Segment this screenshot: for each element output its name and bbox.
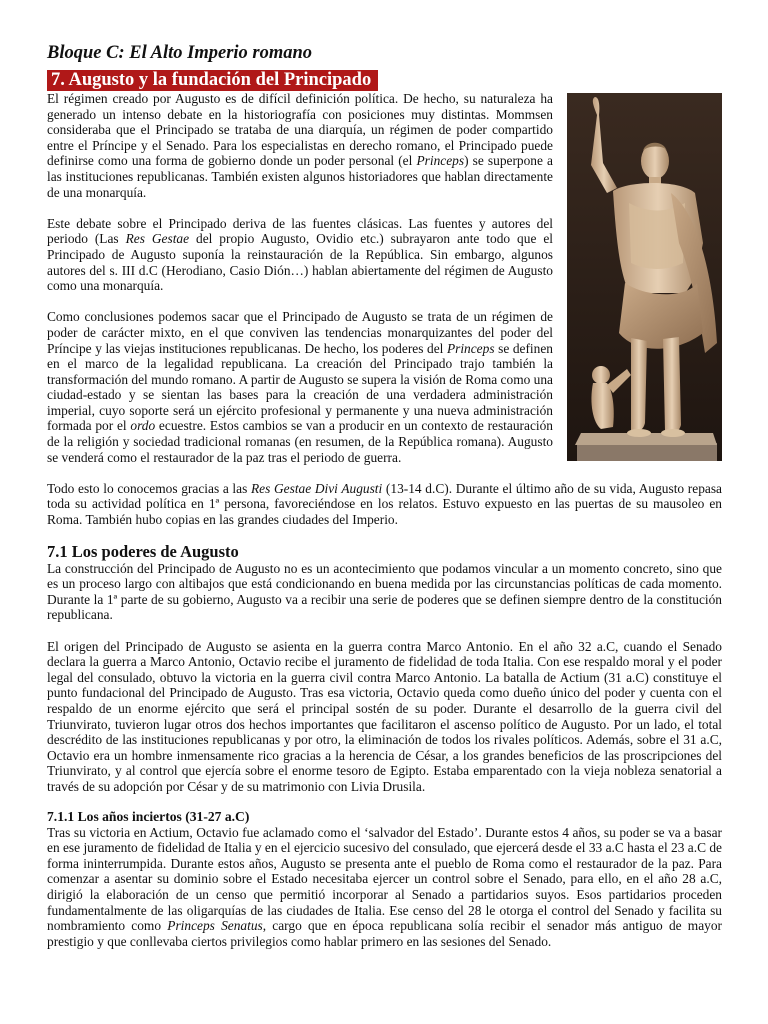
section-7-1-paragraph-2: El origen del Principado de Augusto se asienta en la guerra contra Marco Antonio. En el año 32 a.C, cuando el Senado declara la guerra a Marco Antonio, Octavio recibe el juramento de fidelidad de toda Italia. Con ese respaldo moral y el poder legal del consulado, obtuvo la victoria en la guerra civil contra Marco Antonio. La batalla de Actium (31 a.C) constituye el punto fundacional del Principado de Augusto. Tras esa victoria, Octavio queda como dueño único del poder y cuenta con el respaldo de un enorme ejército que será el principal sostén de su poder. Durante el desarrollo de la guerra civil del Triunvirato, tuvieron lugar otros dos hechos importantes que facilitaron el ascenso político de Augusto. Por un lado, el total descrédito de las instituciones republicanas y por otro, la eliminación de todos los rivales políticos. Además, sobre el 31 a.C, Octavio era un hombre inmensamente rico gracias a la herencia de César, a los grandes beneficios de las proscripciones del Triunvirato, y al control que ejercía sobre el enorme tesoro de Egipto. Estaba emparentado con la vieja nobleza senatorial a través de su adopción por César y de su matrimonio con Livia Drusila. <box>47 638 722 794</box>
section-7-1-paragraph-1: La construcción del Principado de Augusto no es un acontecimiento que podamos vincular a un momento concreto, sino que es un proceso largo con altibajos que está condicionando en buena medida por las circunstancias políticas de cada momento. Durante la 1ª parte de su gobierno, Augusto va a recibir una serie de poderes que se definen siempre dentro de la constitución republicana. <box>47 560 722 623</box>
intro-paragraph-4: Todo esto lo conocemos gracias a las Res Gestae Divi Augusti (13-14 d.C). Durante el último año de su vida, Augusto repasa toda su actividad política en 1ª persona, favoreciéndose en los relatos. Estuvo expuesto en las puertas de su mausoleo en Roma. También hubo copias en las grandes ciudades del Imperio. <box>47 480 722 528</box>
section-7-1-1-paragraph-1: Tras su victoria en Actium, Octavio fue aclamado como el ‘salvador del Estado’. Durante estos 4 años, su poder se va a basar en ese juramento de fidelidad de Italia y en el ejercicio sucesivo del consulado, que ejercerá desde el 33 a.C hasta el 23 a.C de forma ininterrumpida. Durante estos años, Augusto se presenta ante el pueblo de Roma como el restaurador de la paz. Para comenzar a asentar su dominio sobre el Estado necesitaba ejercer un control sobre el Senado, para ello, en el año 28 a.C, dirigió la elaboración de un censo que permitió incorporar al Senado a partidarios suyos. Esos partidarios proceden fundamentalmente de las oligarquías de las ciudades de Italia. Ese censo del 28 le otorga el control del Senado y facilita su nombramiento como Princeps Senatus, cargo que en época republicana solía recibir el senador más antiguo de mayor prestigio y que conllevaba ciertos privilegios como hablar primero en las sesiones del Senado. <box>47 824 722 949</box>
section-7-1-1-heading: 7.1.1 Los años inciertos (31-27 a.C) <box>47 808 250 824</box>
intro-paragraph-1: El régimen creado por Augusto es de difícil definición política. De hecho, su naturaleza ha generado un intenso debate en la historiografía con posiciones muy distintas. Mommsen consideraba que el Principado se trataba de una diarquía, un régimen de poder compartido entre el Príncipe y el Senado. Para los especialistas en derecho romano, el Principado puede definirse como una forma de gobierno donde un poder personal (el Princeps) se superpone a las instituciones republicanas. También existen algunos historiadores que hablan directamente de una monarquía. <box>47 91 554 200</box>
augustus-statue-image <box>567 93 722 461</box>
block-title: Bloque C: El Alto Imperio romano <box>47 43 313 63</box>
intro-paragraph-3: Como conclusiones podemos sacar que el Principado de Augusto se trata de un régimen de poder de carácter mixto, en el que conviven las tendencias monarquizantes del poder del Príncipe y las viejas instituciones republicanas. De hecho, los poderes del Princeps se definen en el marco de la legalidad republicana. La creación del Principado trajo también la transformación del mundo romano. A partir de Augusto se supera la visión de Roma como una ciudad-estado y se sientan las bases para la creación de una verdadera administración imperial, cuyo soporte será un ejército profesional y permanente y una nueva administración formada por el ordo ecuestre. Estos cambios se van a producir en un contexto de restauración de la religión y sociedad tradicional romanas (en resumen, de la República romana). Augusto se venderá como el restaurador de la paz tras el periodo de guerra. <box>47 309 553 465</box>
chapter-title-bar <box>47 70 722 91</box>
chapter-title: 7. Augusto y la fundación del Principado <box>47 70 378 91</box>
section-7-1-heading: 7.1 Los poderes de Augusto <box>47 541 239 561</box>
intro-paragraph-2: Este debate sobre el Principado deriva de las fuentes clásicas. Las fuentes y autores del periodo (Las Res Gestae del propio Augusto, Ovidio etc.) subrayaron ante todo que el Principado de Augusto suponía la reinstauración de la República. Sin embargo, algunos autores del s. III d.C (Herodiano, Casio Dión…) hablan abiertamente del régimen de Augusto como una monarquía. <box>47 215 553 294</box>
document-page <box>47 42 722 965</box>
